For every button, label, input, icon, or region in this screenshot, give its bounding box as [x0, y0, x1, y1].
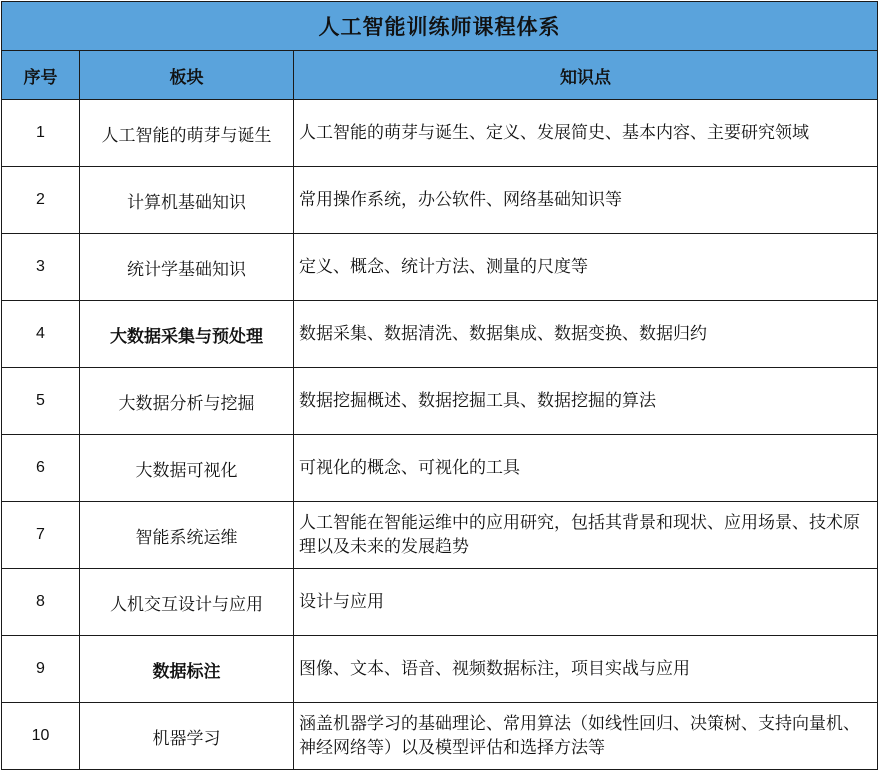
table-row: [2, 636, 878, 703]
row-knowledge: 常用操作系统，办公软件、网络基础知识等: [294, 167, 878, 234]
row-index: 8: [2, 569, 80, 636]
row-index: 2: [2, 167, 80, 234]
curriculum-sheet: [1, 1, 877, 770]
curriculum-table: [1, 1, 878, 770]
row-section: 智能系统运维: [80, 502, 294, 569]
table-title: 人工智能训练师课程体系: [2, 2, 878, 51]
row-section: 数据标注: [80, 636, 294, 703]
row-index: 7: [2, 502, 80, 569]
row-index: 9: [2, 636, 80, 703]
table-row: [2, 100, 878, 167]
row-knowledge: 人工智能在智能运维中的应用研究，包括其背景和现状、应用场景、技术原理以及未来的发展趋势: [294, 502, 878, 569]
row-knowledge: 可视化的概念、可视化的工具: [294, 435, 878, 502]
table-body: [2, 100, 878, 770]
row-section: 大数据可视化: [80, 435, 294, 502]
row-index: 10: [2, 703, 80, 770]
header-index: 序号: [2, 51, 80, 100]
row-knowledge: 设计与应用: [294, 569, 878, 636]
row-knowledge: 定义、概念、统计方法、测量的尺度等: [294, 234, 878, 301]
row-knowledge: 人工智能的萌芽与诞生、定义、发展简史、基本内容、主要研究领域: [294, 100, 878, 167]
table-row: [2, 368, 878, 435]
header-section: 板块: [80, 51, 294, 100]
row-index: 6: [2, 435, 80, 502]
row-section: 计算机基础知识: [80, 167, 294, 234]
row-section: 人机交互设计与应用: [80, 569, 294, 636]
row-section: 机器学习: [80, 703, 294, 770]
row-section: 大数据分析与挖掘: [80, 368, 294, 435]
row-knowledge: 数据挖掘概述、数据挖掘工具、数据挖掘的算法: [294, 368, 878, 435]
table-row: [2, 167, 878, 234]
table-row: [2, 703, 878, 770]
row-section: 大数据采集与预处理: [80, 301, 294, 368]
row-section: 统计学基础知识: [80, 234, 294, 301]
row-knowledge: 涵盖机器学习的基础理论、常用算法（如线性回归、决策树、支持向量机、神经网络等）以及模型评估和选择方法等: [294, 703, 878, 770]
row-knowledge: 图像、文本、语音、视频数据标注，项目实战与应用: [294, 636, 878, 703]
title-row: [2, 2, 878, 51]
table-row: [2, 301, 878, 368]
row-index: 1: [2, 100, 80, 167]
row-index: 3: [2, 234, 80, 301]
header-knowledge: 知识点: [294, 51, 878, 100]
header-row: [2, 51, 878, 100]
row-index: 5: [2, 368, 80, 435]
row-index: 4: [2, 301, 80, 368]
table-row: [2, 234, 878, 301]
row-knowledge: 数据采集、数据清洗、数据集成、数据变换、数据归约: [294, 301, 878, 368]
table-row: [2, 435, 878, 502]
row-section: 人工智能的萌芽与诞生: [80, 100, 294, 167]
table-row: [2, 569, 878, 636]
table-row: [2, 502, 878, 569]
